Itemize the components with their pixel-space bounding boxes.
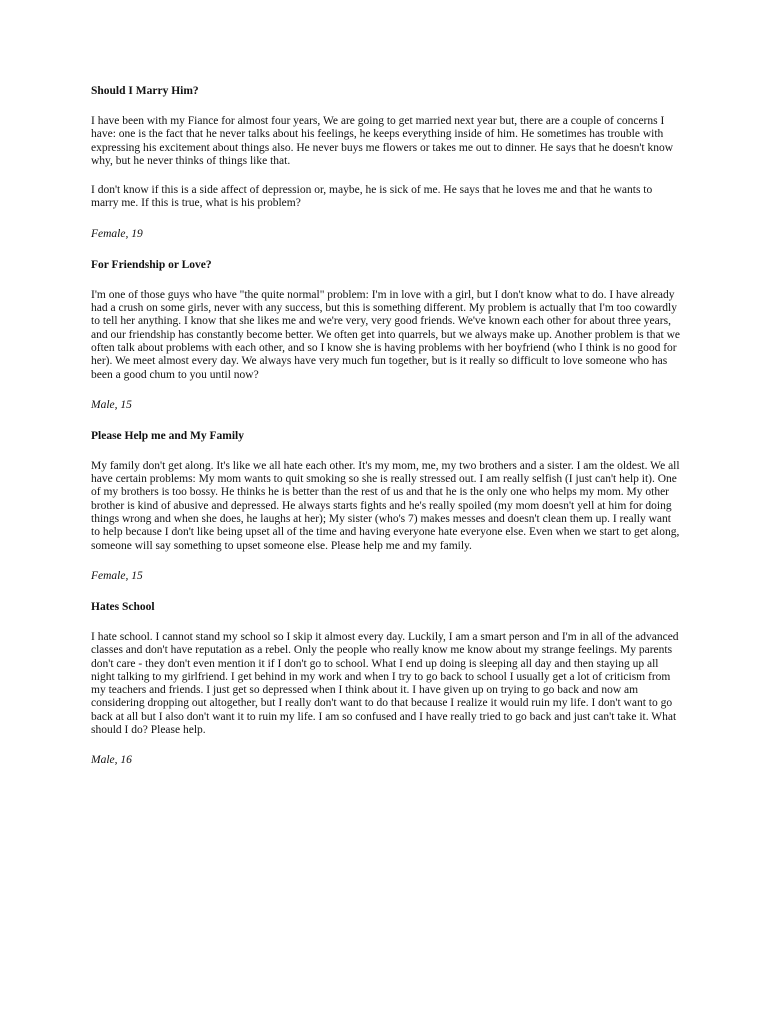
- entry-paragraph: I hate school. I cannot stand my school so I skip it almost every day. Luckily, I am a smart person and I'm in all of the advanced classes and don't have reputation as a rebel. Only the people who really know me know about my strange feelings. My parents don't care - they don't even mention it if I don't go to school. What I end up doing is sleeping all day and then staying up all night talking to my girlfriend. I get behind in my work and when I try to go back to school I usually get a lot of criticism from my teachers and friends. I just get so depressed when I think about it. I have given up on trying to go back and now am considering dropping out altogether, but I really don't want to do that because I realize it would ruin my life. I don't want to go back at all but I also don't want it to ruin my life. I am so confused and I have really tried to go back and just can't take it. What should I do? Please help.: [91, 630, 679, 737]
- entry-author: Female, 19: [91, 227, 143, 240]
- entry-author: Male, 15: [91, 398, 132, 411]
- entry-for-friendship-or-love: [91, 258, 681, 413]
- entry-author: Male, 16: [91, 754, 132, 767]
- entry-hates-school: [91, 600, 681, 768]
- entry-please-help-me-and-my-family: [91, 429, 681, 584]
- entry-title: For Friendship or Love?: [91, 258, 212, 271]
- entry-title: Should I Marry Him?: [91, 85, 199, 97]
- entry-title: Please Help me and My Family: [91, 429, 244, 442]
- entry-paragraph: I have been with my Fiance for almost four years, We are going to get married next year but, there are a couple of concerns I have: one is the fact that he never talks about his feelings, he keeps everything inside of him. He sometimes has trouble with expressing his excitement about things also. He never buys me flowers or takes me out to dinner. He says that he doesn't know why, but he never thinks of things like that.: [91, 115, 674, 167]
- entry-paragraph: I don't know if this is a side affect of depression or, maybe, he is sick of me. He says that he loves me and that he wants to marry me. If this is true, what is his problem?: [91, 184, 653, 210]
- entry-paragraph: My family don't get along. It's like we all hate each other. It's my mom, me, my two brothers and a sister. I am the oldest. We all have certain problems: My mom wants to quit smoking so she is really stressed out. I am really selfish (I just can't help it). One of my brothers is too bossy. He thinks he is better than the rest of us and that he is the only one who helps my mom. My other brother is kind of abusive and depressed. He always starts fights and he's really spoiled (my mom doesn't yell at him for doing things wrong and when she does, he laughs at her); My sister (who's 7) makes messes and doesn't clean them up. I really want to help because I don't like being upset all of the time and having everyone hate everyone else. Even when we start to get along, someone will say something to upset someone else. Please help me and my family.: [91, 459, 680, 552]
- entry-author: Female, 15: [91, 569, 143, 582]
- entry-should-i-marry-him: [91, 84, 681, 242]
- document-page: [91, 84, 681, 784]
- entry-title: Hates School: [91, 600, 155, 613]
- entry-paragraph: I'm one of those guys who have "the quite normal" problem: I'm in love with a girl, but I don't know what to do. I have already had a crush on some girls, never with any success, but this is something different. My problem is actually that I'm too cowardly to tell her anything. I know that she likes me and we're very, very good friends. We've known each other for about three years, and our friendship has constantly become better. We often get into quarrels, but we always make up. Another problem is that we often talk about problems with each other, and so I know she is having problems with her boyfriend (who I think is no good for her). We meet almost every day. We always have very much fun together, but is it really so difficult to love someone who has been a good chum to you until now?: [91, 288, 681, 381]
